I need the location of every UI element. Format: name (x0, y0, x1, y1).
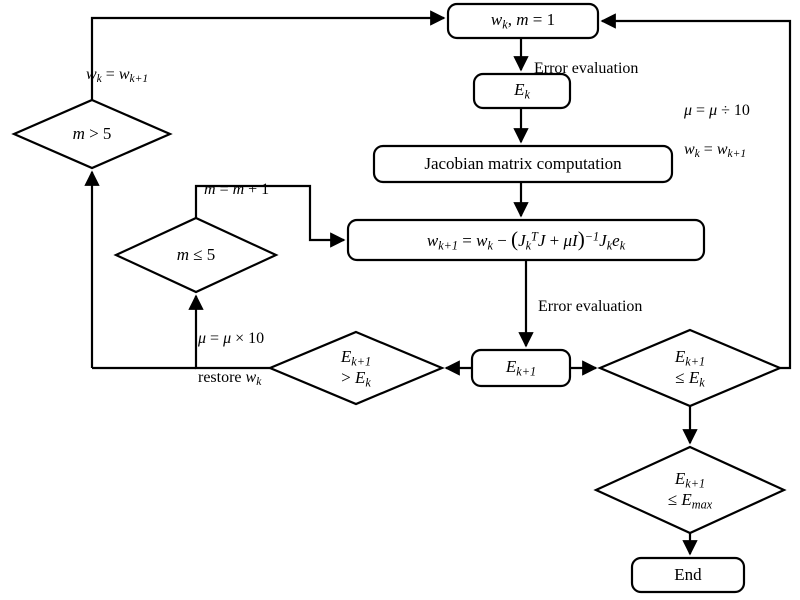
node-ek1-shape (472, 350, 570, 386)
node-jacobian-label: Jacobian matrix computation (424, 154, 622, 174)
node-ek-label: $E_k$ (514, 80, 530, 102)
node-ek1-label: $E_{k+1}$ (505, 357, 537, 379)
node-update-label: $w_{k+1} = w_k - (J_k^TJ + \mu I)^{-1}J_ke_k$ (426, 227, 626, 253)
node-m-gt-5-shape (14, 100, 170, 168)
node-ek1-gt-ek-shape (270, 332, 442, 404)
node-ek1-le-emax-shape (596, 447, 784, 533)
node-ek1-le-ek-label: $E_{k+1}$ ≤ $E_k$ (674, 346, 706, 390)
node-m-le-5-label: m ≤ 5 (176, 245, 216, 265)
edge-label-w-update-left: $w_k = w_{k+1}$ (86, 66, 149, 86)
node-ek1-le-emax-label: $E_{k+1}$ ≤ $E_{max}$ (667, 468, 713, 512)
edge-label-m-increment: m = m + 1 (204, 181, 270, 199)
edge-label-error-eval-top: Error evaluation (534, 60, 639, 78)
node-update-shape (348, 220, 704, 260)
node-ek-shape (474, 74, 570, 108)
node-jacobian-shape (374, 146, 672, 182)
edge-label-mu-divide-right: μ = μ ÷ 10 $w_k = w_{k+1}$ (684, 102, 750, 160)
node-start-shape (448, 4, 598, 38)
node-start-label: $w_k$, m = 1 (490, 10, 556, 32)
edge-label-mu-multiply: μ = μ × 10 restore $w_k$ (198, 330, 265, 388)
node-ek1-gt-ek-label: $E_{k+1}$ > $E_k$ (340, 346, 372, 390)
node-m-gt-5-label: m > 5 (72, 124, 112, 144)
node-m-le-5-shape (116, 218, 276, 292)
node-end-label: End (674, 565, 702, 585)
node-ek1-le-ek-shape (600, 330, 780, 406)
node-end-shape (632, 558, 744, 592)
edge-label-error-eval-mid: Error evaluation (538, 298, 643, 316)
